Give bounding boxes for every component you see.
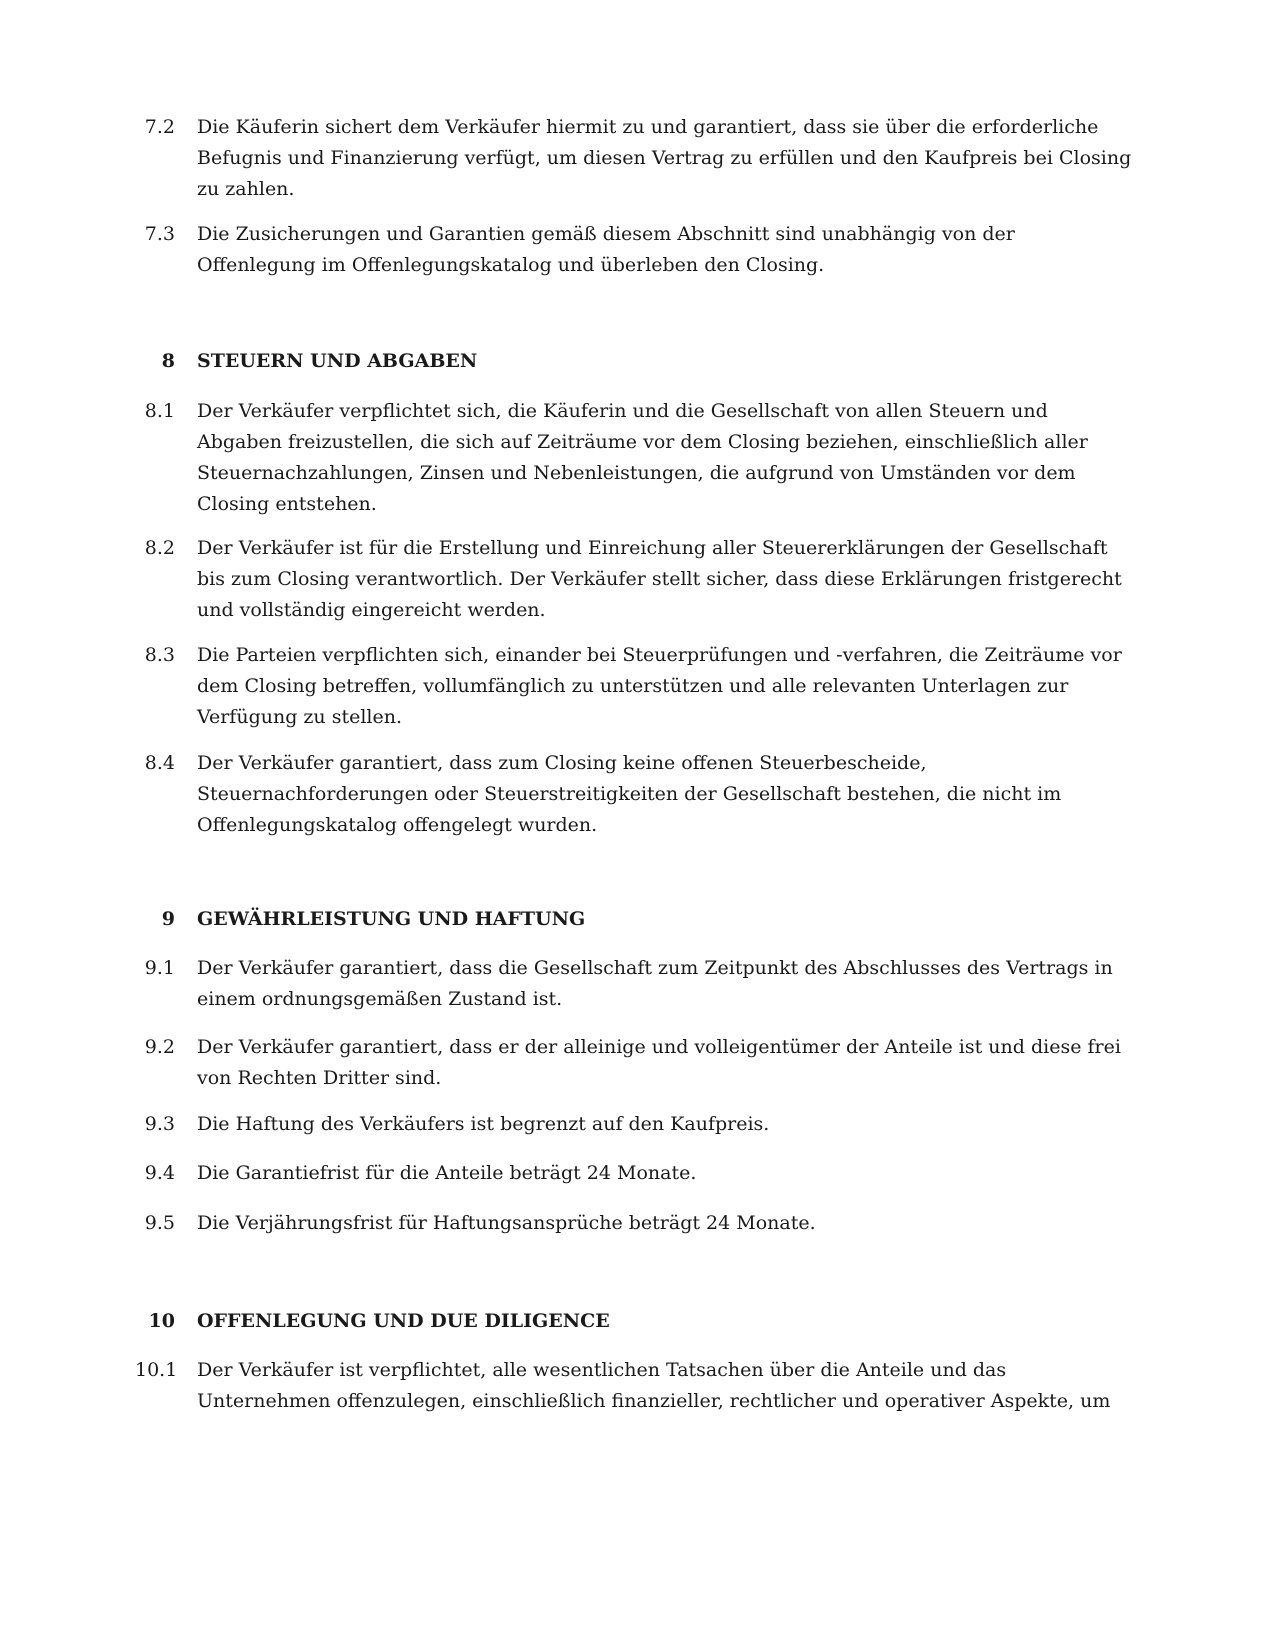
clause-8-1 xyxy=(135,396,1145,520)
section-number: 8 xyxy=(161,350,175,372)
clause-text: Der Verkäufer garantiert, dass er der alleinige und volleigentümer der Anteile ist und diese frei von Rechten Dritter sind. xyxy=(197,1036,1121,1089)
clause-text: Die Zusicherungen und Garantien gemäß diesem Abschnitt sind unabhängig von der Offenlegung im Offenlegungskatalog und überleben den Closing. xyxy=(197,223,1015,276)
clause-9-2 xyxy=(135,1032,1145,1094)
clause-9-3 xyxy=(135,1109,1145,1140)
section-heading-8 xyxy=(135,346,1145,377)
clause-text: Die Parteien verpflichten sich, einander bei Steuerprüfungen und -verfahren, die Zeiträume vor dem Closing betreffen, vollumfänglich zu unterstützen und alle relevanten Unterlagen zur Verfügung zu stellen. xyxy=(197,644,1122,728)
clause-text: Der Verkäufer garantiert, dass die Gesellschaft zum Zeitpunkt des Abschlusses des Vertrags in einem ordnungsgemäßen Zustand ist. xyxy=(197,957,1113,1010)
clause-10-1 xyxy=(135,1355,1145,1417)
clause-text: Die Haftung des Verkäufers ist begrenzt auf den Kaufpreis. xyxy=(197,1113,770,1135)
clause-number: 7.2 xyxy=(144,116,175,138)
section-heading-10 xyxy=(135,1306,1145,1337)
clause-number: 8.4 xyxy=(144,752,175,774)
section-title: STEUERN UND ABGABEN xyxy=(197,350,478,372)
clause-8-4 xyxy=(135,748,1145,841)
section-number: 9 xyxy=(161,908,175,930)
clause-8-3 xyxy=(135,640,1145,733)
clause-text: Die Garantiefrist für die Anteile beträgt 24 Monate. xyxy=(197,1162,697,1184)
clause-8-2 xyxy=(135,533,1145,626)
clause-text: Die Verjährungsfrist für Haftungsansprüche beträgt 24 Monate. xyxy=(197,1212,816,1234)
clause-text: Die Käuferin sichert dem Verkäufer hiermit zu und garantiert, dass sie über die erforderliche Befugnis und Finanzierung verfügt, um diesen Vertrag zu erfüllen und den Kaufpreis bei Closing zu zahlen. xyxy=(197,116,1132,200)
clause-number: 10.1 xyxy=(135,1359,178,1381)
clause-number: 9.3 xyxy=(144,1113,175,1135)
clause-number: 9.4 xyxy=(144,1162,175,1184)
clause-text: Der Verkäufer verpflichtet sich, die Käuferin und die Gesellschaft von allen Steuern und Abgaben freizustellen, die sich auf Zeiträume vor dem Closing beziehen, einschließlich aller Steuernachzahlungen, Zinsen und Nebenleistungen, die aufgrund von Umständen vor dem Closing entstehen. xyxy=(197,400,1088,515)
clause-text: Der Verkäufer ist für die Erstellung und Einreichung aller Steuererklärungen der Gesellschaft bis zum Closing verantwortlich. Der Verkäufer stellt sicher, dass diese Erklärungen fristgerecht und vollständig eingereicht werden. xyxy=(197,537,1122,621)
section-heading-9 xyxy=(135,904,1145,935)
clause-number: 9.5 xyxy=(144,1212,175,1234)
clause-7-2 xyxy=(135,112,1145,205)
section-title: GEWÄHRLEISTUNG UND HAFTUNG xyxy=(197,908,586,930)
clause-number: 8.2 xyxy=(144,537,175,559)
clause-7-3 xyxy=(135,219,1145,281)
clause-number: 9.2 xyxy=(144,1036,175,1058)
clause-number: 8.3 xyxy=(144,644,175,666)
clause-text: Der Verkäufer garantiert, dass zum Closing keine offenen Steuerbescheide, Steuernachforderungen oder Steuerstreitigkeiten der Gesellschaft bestehen, die nicht im Offenlegungskatalog offengelegt wurden. xyxy=(197,752,1062,836)
section-title: OFFENLEGUNG UND DUE DILIGENCE xyxy=(197,1310,610,1332)
clause-number: 9.1 xyxy=(144,957,175,979)
clause-9-4 xyxy=(135,1158,1145,1189)
section-number: 10 xyxy=(148,1310,175,1332)
clause-9-1 xyxy=(135,953,1145,1015)
clause-number: 7.3 xyxy=(144,223,175,245)
clause-number: 8.1 xyxy=(144,400,175,422)
clause-9-5 xyxy=(135,1208,1145,1239)
clause-text: Der Verkäufer ist verpflichtet, alle wesentlichen Tatsachen über die Anteile und das Unternehmen offenzulegen, einschließlich finanzieller, rechtlicher und operativer Aspekte, um xyxy=(197,1359,1111,1412)
